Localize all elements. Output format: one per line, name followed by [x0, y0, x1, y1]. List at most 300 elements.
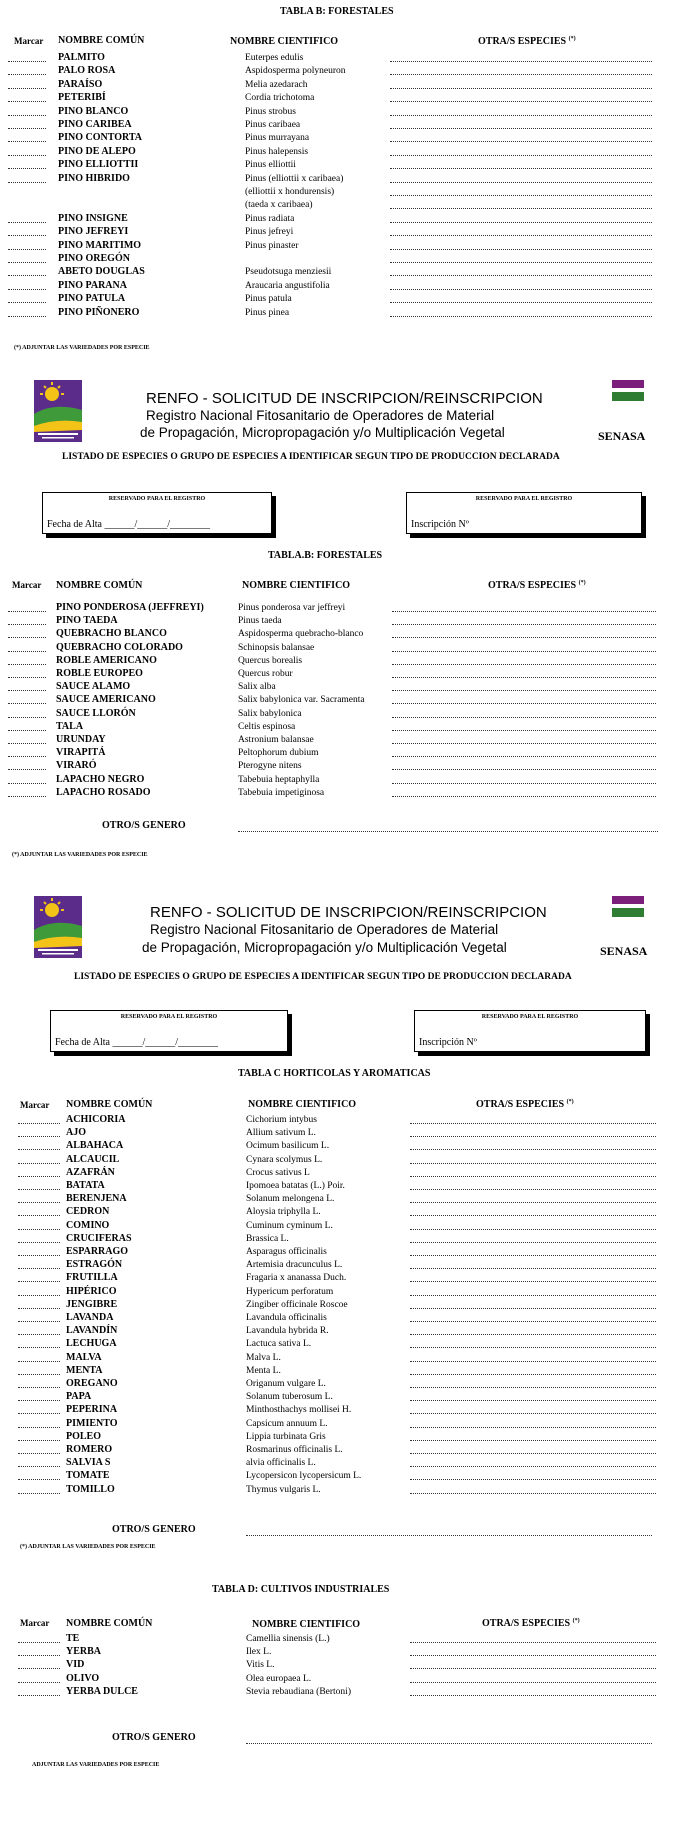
common-name: JENGIBRE	[66, 1298, 118, 1310]
marcar-field[interactable]	[18, 1361, 60, 1362]
otras-especies-field[interactable]	[410, 1189, 656, 1190]
marcar-field[interactable]	[8, 717, 46, 718]
footnote-b1: (*) ADJUNTAR LAS VARIEDADES POR ESPECIE	[14, 345, 150, 351]
common-name: YERBA	[66, 1646, 102, 1658]
otras-especies-field[interactable]	[392, 664, 656, 665]
table-row	[0, 119, 679, 132]
marcar-field[interactable]	[8, 74, 46, 75]
table-row	[0, 655, 679, 668]
table-d-title: TABLA D: CULTIVOS INDUSTRIALES	[212, 1584, 390, 1595]
table-row	[0, 106, 679, 119]
common-name: BATATA	[66, 1180, 105, 1191]
common-name: PIMIENTO	[66, 1417, 118, 1429]
marcar-field[interactable]	[18, 1427, 60, 1428]
banner-title-1: RENFO - SOLICITUD DE INSCRIPCION/REINSCRIPCION	[146, 390, 543, 407]
otras-especies-field[interactable]	[390, 141, 652, 142]
reservado-box-fecha-1: RESERVADO PARA EL REGISTRO Fecha de Alta ______/______/________	[42, 492, 272, 534]
otras-especies-field[interactable]	[410, 1440, 656, 1441]
marcar-field[interactable]	[8, 235, 46, 236]
marcar-field[interactable]	[8, 796, 46, 797]
common-name: ALCAUCIL	[66, 1153, 120, 1165]
common-name: LAPACHO NEGRO	[56, 773, 145, 785]
otras-especies-field[interactable]	[390, 61, 652, 62]
scientific-name: Pinus pinea	[245, 307, 290, 318]
otros-genero-label-d: OTRO/S GENERO	[112, 1732, 196, 1743]
table-row-continuation	[0, 186, 679, 199]
marcar-field[interactable]	[18, 1308, 60, 1309]
col-nombre-comun-header-3: NOMBRE COMÚN	[66, 1099, 153, 1110]
marcar-field[interactable]	[18, 1695, 60, 1696]
otras-especies-field[interactable]	[410, 1682, 656, 1683]
inscripcion-field-2[interactable]: Inscripción Nº	[419, 1037, 477, 1048]
otras-especies-field[interactable]	[392, 677, 656, 678]
marcar-field[interactable]	[8, 677, 46, 678]
otras-especies-field[interactable]	[390, 222, 652, 223]
reservado-box-inscripcion-2: RESERVADO PARA EL REGISTRO Inscripción Nº	[414, 1010, 646, 1052]
marcar-field[interactable]	[8, 730, 46, 731]
marcar-field[interactable]	[8, 769, 46, 770]
table-row	[0, 681, 679, 694]
common-name: PINO PARANA	[58, 279, 127, 291]
scientific-name: Ipomoea batatas (L.) Poir.	[246, 1181, 345, 1191]
footnote-b2: (*) ADJUNTAR LAS VARIEDADES POR ESPECIE	[12, 852, 148, 858]
marcar-field[interactable]	[8, 743, 46, 744]
otras-especies-field[interactable]	[392, 796, 656, 797]
common-name: PINO JEFREYI	[58, 226, 129, 238]
otras-especies-field[interactable]	[410, 1308, 656, 1309]
marcar-field[interactable]	[18, 1149, 60, 1150]
marcar-field[interactable]	[18, 1163, 60, 1164]
otras-especies-field[interactable]	[410, 1479, 656, 1480]
marcar-field[interactable]	[18, 1413, 60, 1414]
common-name: OREGANO	[66, 1378, 118, 1389]
otras-especies-field[interactable]	[410, 1149, 656, 1150]
marcar-field[interactable]	[8, 651, 46, 652]
marcar-field[interactable]	[8, 690, 46, 691]
marcar-field[interactable]	[18, 1295, 60, 1296]
common-name: AZAFRÁN	[66, 1166, 115, 1178]
marcar-field[interactable]	[8, 182, 46, 183]
otras-especies-field[interactable]	[410, 1347, 656, 1348]
marcar-field[interactable]	[18, 1479, 60, 1480]
scientific-name: Astronium balansae	[238, 735, 314, 745]
marcar-field[interactable]	[18, 1321, 60, 1322]
scientific-name: (elliottii x hondurensis)	[245, 187, 335, 197]
scientific-name: Lactuca sativa L.	[246, 1339, 312, 1350]
table-row	[0, 266, 679, 279]
common-name: PINO BLANCO	[58, 105, 129, 117]
marcar-field[interactable]	[8, 289, 46, 290]
col-nombre-comun-header: NOMBRE COMÚN	[58, 35, 145, 46]
common-name: PINO PONDEROSA (JEFFREYI)	[56, 602, 204, 613]
otras-especies-field[interactable]	[410, 1493, 656, 1494]
marcar-field[interactable]	[18, 1255, 60, 1256]
common-name: MALVA	[66, 1351, 102, 1363]
otros-genero-label-b: OTRO/S GENERO	[102, 820, 186, 831]
otras-especies-field[interactable]	[390, 249, 652, 250]
marcar-field[interactable]	[8, 316, 46, 317]
marcar-field[interactable]	[8, 128, 46, 129]
scientific-name: Vitis L.	[246, 1660, 275, 1671]
scientific-name: Pinus radiata	[245, 213, 295, 224]
common-name: PALO ROSA	[58, 65, 116, 77]
common-name: LAVANDÍN	[66, 1325, 118, 1337]
otras-especies-field[interactable]	[410, 1242, 656, 1243]
table-row	[0, 1286, 679, 1299]
common-name: LAVANDA	[66, 1312, 114, 1323]
otras-especies-field[interactable]	[390, 128, 652, 129]
scientific-name: Salix alba	[238, 682, 276, 693]
otras-especies-field[interactable]	[410, 1255, 656, 1256]
scientific-name: Hypericum perforatum	[246, 1286, 334, 1297]
table-row	[0, 1633, 679, 1646]
otras-especies-field[interactable]	[390, 289, 652, 290]
marcar-field[interactable]	[8, 88, 46, 89]
table-row	[0, 92, 679, 105]
marcar-field[interactable]	[18, 1466, 60, 1467]
marcar-field[interactable]	[18, 1642, 60, 1643]
common-name: AJO	[66, 1127, 86, 1139]
scientific-name: (taeda x caribaea)	[245, 200, 313, 211]
scientific-name: Solanum tuberosum L.	[246, 1392, 333, 1403]
col-nombre-cientifico-header-2: NOMBRE CIENTIFICO	[242, 580, 351, 591]
otras-especies-field[interactable]	[410, 1427, 656, 1428]
common-name: PINO PATULA	[58, 293, 126, 305]
scientific-name: Pinus jefreyi	[245, 227, 294, 238]
footnote-c: (*) ADJUNTAR LAS VARIEDADES POR ESPECIE	[20, 1544, 156, 1550]
otras-especies-field[interactable]	[392, 703, 656, 704]
otras-especies-field[interactable]	[410, 1295, 656, 1296]
common-name: PINO TAEDA	[56, 615, 118, 627]
senasa-brand-1: SENASA	[598, 429, 646, 443]
otras-especies-field[interactable]	[410, 1281, 656, 1282]
otras-especies-field[interactable]	[410, 1321, 656, 1322]
table-row	[0, 1484, 679, 1497]
table-row	[0, 1259, 679, 1272]
otros-genero-field-b[interactable]	[238, 831, 658, 832]
marcar-field[interactable]	[18, 1242, 60, 1243]
marcar-field[interactable]	[18, 1189, 60, 1190]
fecha-alta-field-2[interactable]: Fecha de Alta ______/______/________	[55, 1037, 219, 1048]
marcar-field[interactable]	[18, 1334, 60, 1335]
col-otras-especies-header: OTRA/S ESPECIES (*)	[478, 36, 576, 47]
otras-especies-field[interactable]	[390, 168, 652, 169]
scientific-name: Cichorium intybus	[246, 1115, 317, 1125]
common-name: PINO ELLIOTTII	[58, 159, 139, 171]
otras-especies-field[interactable]	[410, 1413, 656, 1414]
common-name: ROBLE AMERICANO	[56, 654, 157, 666]
marcar-field[interactable]	[8, 155, 46, 156]
marcar-field[interactable]	[18, 1268, 60, 1269]
listado-heading-1: LISTADO DE ESPECIES O GRUPO DE ESPECIES A IDENTIFICAR SEGUN TIPO DE PRODUCCION DECLARADA	[62, 452, 560, 462]
table-row	[0, 307, 679, 320]
marcar-field[interactable]	[8, 703, 46, 704]
senasa-logo	[34, 380, 82, 442]
table-row	[0, 1206, 679, 1219]
common-name: PARAÍSO	[58, 78, 103, 90]
footnote-d: ADJUNTAR LAS VARIEDADES POR ESPECIE	[32, 1762, 160, 1768]
marcar-field[interactable]	[8, 222, 46, 223]
otras-especies-field[interactable]	[392, 690, 656, 691]
col-otras-especies-header-4: OTRA/S ESPECIES (*)	[482, 1618, 580, 1629]
otras-especies-field[interactable]	[392, 624, 656, 625]
scientific-name: Tabebuia heptaphylla	[238, 774, 320, 785]
otras-especies-field[interactable]	[410, 1642, 656, 1643]
col-nombre-cientifico-header-4: NOMBRE CIENTIFICO	[252, 1619, 361, 1630]
scientific-name: Peltophorum dubium	[238, 748, 319, 759]
common-name: TOMILLO	[66, 1483, 115, 1495]
otras-especies-field[interactable]	[390, 262, 652, 263]
marcar-field[interactable]	[18, 1202, 60, 1203]
table-row	[0, 1457, 679, 1470]
common-name: PINO HIBRIDO	[58, 172, 130, 184]
otras-especies-field[interactable]	[392, 730, 656, 731]
otras-especies-field[interactable]	[410, 1453, 656, 1454]
marcar-field[interactable]	[18, 1176, 60, 1177]
common-name: SAUCE AMERICANO	[56, 694, 156, 706]
otras-especies-field[interactable]	[390, 101, 652, 102]
col-nombre-comun-header-2: NOMBRE COMÚN	[56, 580, 143, 591]
otras-especies-field[interactable]	[392, 611, 656, 612]
otras-especies-field[interactable]	[410, 1387, 656, 1388]
col-marcar-header: Marcar	[14, 36, 44, 46]
scientific-name: Lippia turbinata Gris	[246, 1431, 326, 1442]
marcar-field[interactable]	[8, 624, 46, 625]
scientific-name: Pinus strobus	[245, 106, 296, 117]
otras-especies-field[interactable]	[410, 1202, 656, 1203]
scientific-name: Melia azedarach	[245, 79, 308, 90]
marcar-field[interactable]	[18, 1493, 60, 1494]
scientific-name: Euterpes edulis	[245, 53, 304, 63]
common-name: OLIVO	[66, 1672, 100, 1684]
marcar-field[interactable]	[8, 275, 46, 276]
col-nombre-comun-header-4: NOMBRE COMÚN	[66, 1618, 153, 1629]
marcar-field[interactable]	[18, 1281, 60, 1282]
marcar-field[interactable]	[8, 611, 46, 612]
otros-genero-field-c[interactable]	[246, 1535, 652, 1536]
common-name: ACHICORIA	[66, 1114, 126, 1125]
table-row	[0, 173, 679, 186]
reservado-box-inscripcion-1: RESERVADO PARA EL REGISTRO Inscripción Nº	[406, 492, 642, 534]
marcar-field[interactable]	[18, 1440, 60, 1441]
fecha-alta-field-1[interactable]: Fecha de Alta ______/______/________	[47, 519, 211, 530]
table-row	[0, 1352, 679, 1365]
otras-especies-field[interactable]	[410, 1215, 656, 1216]
otras-especies-field[interactable]	[392, 783, 656, 784]
scientific-name: Quercus borealis	[238, 655, 303, 666]
otras-especies-field[interactable]	[392, 743, 656, 744]
table-row	[0, 1127, 679, 1140]
otras-especies-field[interactable]	[390, 115, 652, 116]
otras-especies-field[interactable]	[390, 155, 652, 156]
otras-especies-field[interactable]	[410, 1400, 656, 1401]
common-name: VIRARÓ	[56, 760, 97, 772]
table-row	[0, 721, 679, 734]
table-row	[0, 1470, 679, 1483]
common-name: URUNDAY	[56, 734, 106, 745]
table-row	[0, 52, 679, 65]
marcar-field[interactable]	[18, 1682, 60, 1683]
table-row	[0, 146, 679, 159]
col-otras-especies-header-3: OTRA/S ESPECIES (*)	[476, 1099, 574, 1110]
scientific-name: Solanum melongena L.	[246, 1194, 335, 1205]
otros-genero-field-d[interactable]	[246, 1743, 652, 1744]
scientific-name: Fragaria x ananassa Duch.	[246, 1273, 347, 1284]
common-name: PINO OREGÓN	[58, 253, 130, 264]
table-row	[0, 708, 679, 721]
table-row	[0, 240, 679, 253]
otras-especies-field[interactable]	[410, 1361, 656, 1362]
otras-especies-field[interactable]	[410, 1123, 656, 1124]
marcar-field[interactable]	[18, 1347, 60, 1348]
scientific-name: Thymus vulgaris L.	[246, 1484, 321, 1495]
otras-especies-field[interactable]	[410, 1163, 656, 1164]
common-name: ALBAHACA	[66, 1140, 124, 1152]
marcar-field[interactable]	[18, 1123, 60, 1124]
otras-especies-field[interactable]	[390, 275, 652, 276]
scientific-name: Allium sativum L.	[246, 1128, 316, 1139]
otras-especies-field[interactable]	[410, 1374, 656, 1375]
scientific-name: Zingiber officinale Roscoe	[246, 1299, 348, 1310]
marcar-field[interactable]	[8, 168, 46, 169]
otras-especies-field[interactable]	[390, 74, 652, 75]
scientific-name: Brassica L.	[246, 1233, 289, 1244]
common-name: ROMERO	[66, 1444, 113, 1455]
reservado-box-fecha-2: RESERVADO PARA EL REGISTRO Fecha de Alta ______/______/________	[50, 1010, 288, 1052]
otras-especies-field[interactable]	[390, 88, 652, 89]
common-name: PINO MARITIMO	[58, 239, 142, 251]
otras-especies-field[interactable]	[392, 769, 656, 770]
otras-especies-field[interactable]	[410, 1334, 656, 1335]
table-row	[0, 760, 679, 773]
common-name: CEDRON	[66, 1206, 110, 1218]
common-name: PINO DE ALEPO	[58, 145, 136, 157]
table-b2-title: TABLA.B: FORESTALES	[268, 550, 383, 561]
col-nombre-cientifico-header-3: NOMBRE CIENTIFICO	[248, 1099, 357, 1110]
table-row	[0, 642, 679, 655]
table-row	[0, 79, 679, 92]
inscripcion-field-1[interactable]: Inscripción Nº	[411, 519, 469, 530]
scientific-name: Stevia rebaudiana (Bertoni)	[246, 1686, 351, 1697]
otras-especies-field[interactable]	[410, 1268, 656, 1269]
scientific-name: Araucaria angustifolia	[245, 280, 330, 291]
marcar-field[interactable]	[8, 101, 46, 102]
otras-especies-field[interactable]	[390, 182, 652, 183]
table-row	[0, 1114, 679, 1127]
scientific-name: Pinus caribaea	[245, 120, 301, 130]
marcar-field[interactable]	[8, 262, 46, 263]
otras-especies-field[interactable]	[410, 1655, 656, 1656]
banner-title-2: RENFO - SOLICITUD DE INSCRIPCION/REINSCRIPCION	[150, 904, 547, 921]
scientific-name: Pinus pinaster	[245, 240, 299, 251]
marcar-field[interactable]	[18, 1215, 60, 1216]
senasa-brand-2: SENASA	[600, 944, 648, 958]
otras-especies-field[interactable]	[410, 1466, 656, 1467]
common-name: SAUCE ALAMO	[56, 681, 131, 693]
table-row	[0, 1378, 679, 1391]
marcar-field[interactable]	[18, 1229, 60, 1230]
marcar-field[interactable]	[18, 1668, 60, 1669]
common-name: HIPÉRICO	[66, 1285, 117, 1297]
marcar-field[interactable]	[8, 61, 46, 62]
otras-especies-field[interactable]	[390, 235, 652, 236]
otras-especies-field[interactable]	[392, 717, 656, 718]
marcar-field[interactable]	[8, 783, 46, 784]
scientific-name: Tabebuia impetiginosa	[238, 787, 325, 798]
common-name: QUEBRACHO COLORADO	[56, 641, 183, 653]
banner-subtitle-2b: de Propagación, Micropropagación y/o Multiplicación Vegetal	[142, 940, 507, 955]
scientific-name: Schinopsis balansae	[238, 642, 315, 653]
otras-especies-field[interactable]	[392, 756, 656, 757]
banner-subtitle-1a: Registro Nacional Fitosanitario de Operadores de Material	[146, 408, 495, 423]
otras-especies-field[interactable]	[410, 1176, 656, 1177]
scientific-name: Olea europaea L.	[246, 1673, 312, 1684]
otras-especies-field[interactable]	[390, 302, 652, 303]
marcar-field[interactable]	[8, 141, 46, 142]
scientific-name: Cordia trichotoma	[245, 93, 315, 104]
table-row	[0, 1686, 679, 1699]
common-name: PALMITO	[58, 52, 105, 63]
marcar-field[interactable]	[18, 1453, 60, 1454]
col-nombre-cientifico-header: NOMBRE CIENTIFICO	[230, 36, 339, 47]
otras-especies-field[interactable]	[390, 208, 652, 209]
otras-especies-field[interactable]	[410, 1229, 656, 1230]
marcar-field[interactable]	[18, 1374, 60, 1375]
scientific-name: Lavandula officinalis	[246, 1313, 327, 1323]
marcar-field[interactable]	[18, 1387, 60, 1388]
otras-especies-field[interactable]	[410, 1136, 656, 1137]
scientific-name: Artemisia dracunculus L.	[246, 1260, 343, 1271]
scientific-name: Camellia sinensis (L.)	[246, 1634, 330, 1644]
table-row	[0, 253, 679, 266]
table-row	[0, 1659, 679, 1672]
senasa-logo-2	[34, 896, 82, 958]
table-row	[0, 159, 679, 172]
scientific-name: Pinus murrayana	[245, 133, 310, 144]
scientific-name: Aloysia triphylla L.	[246, 1207, 321, 1218]
scientific-name: Aspidosperma polyneuron	[245, 66, 346, 77]
marcar-field[interactable]	[18, 1136, 60, 1137]
otras-especies-field[interactable]	[390, 195, 652, 196]
otras-especies-field[interactable]	[392, 651, 656, 652]
table-row	[0, 615, 679, 628]
marcar-field[interactable]	[18, 1400, 60, 1401]
otras-especies-field[interactable]	[410, 1695, 656, 1696]
marcar-field[interactable]	[8, 756, 46, 757]
marcar-field[interactable]	[8, 249, 46, 250]
common-name: BERENJENA	[66, 1193, 127, 1205]
table-row	[0, 628, 679, 641]
marcar-field[interactable]	[8, 115, 46, 116]
table-row	[0, 1365, 679, 1378]
otras-especies-field[interactable]	[390, 316, 652, 317]
table-row	[0, 1220, 679, 1233]
otras-especies-field[interactable]	[410, 1668, 656, 1669]
marcar-field[interactable]	[18, 1655, 60, 1656]
table-row	[0, 1246, 679, 1259]
marcar-field[interactable]	[8, 664, 46, 665]
common-name: ESPARRAGO	[66, 1246, 129, 1257]
col-otras-especies-header-2: OTRA/S ESPECIES (*)	[488, 580, 586, 591]
marcar-field[interactable]	[8, 302, 46, 303]
otras-especies-field[interactable]	[392, 637, 656, 638]
scientific-name: Pinus (elliottii x caribaea)	[245, 173, 344, 184]
common-name: QUEBRACHO BLANCO	[56, 628, 167, 640]
banner-subtitle-2a: Registro Nacional Fitosanitario de Operadores de Material	[150, 922, 499, 937]
scientific-name: Origanum vulgare L.	[246, 1379, 326, 1389]
table-row	[0, 226, 679, 239]
marcar-field[interactable]	[8, 637, 46, 638]
